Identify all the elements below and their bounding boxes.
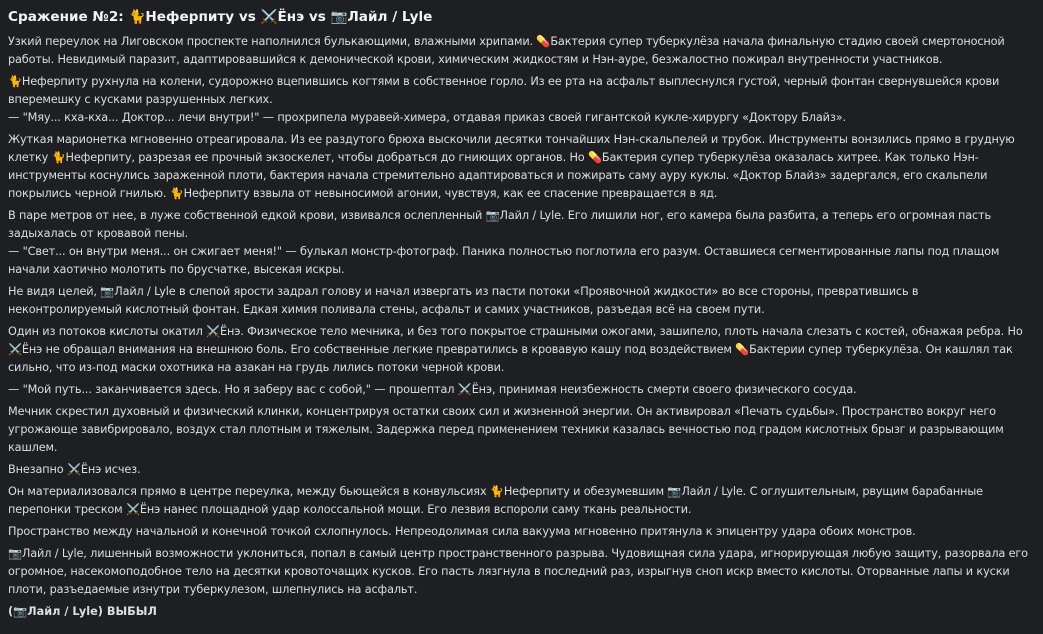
story-paragraph-2: 🐈Неферпиту рухнула на колени, судорожно вцепившись когтями в собственное горло. Из ее рта на асфальт выплеснулся густой, черный фонтан свернувшейся крови вперемешку с кусками разрушенных легких. — "Мяу... кха-кха... Доктор... лечи внутри!" — прохрипела муравей-химера, отдавая приказ своей гигантской кукле-хирургу «Доктору Блайз». [8,75,1000,124]
bottom-edge [0,629,1043,634]
battle-title: Сражение №2: 🐈Неферпиту vs ⚔️Ёнэ vs 📷Лайл / Lyle [8,9,433,25]
story-paragraph-10: Он материализовался прямо в центре переулка, между бьющейся в конвульсиях 🐈Неферпиту и обезумевшим 📷Лайл / Lyle. С оглушительным, рвущим барабанные перепонки треском ⚔️Ёнэ нанес площадной удар колоссальной мощи. Его лезвия вспороли саму ткань реальности. [8,485,983,516]
story-paragraph-11: Пространство между начальной и конечной точкой схлопнулось. Непреодолимая сила вакуума мгновенно притянула к эпицентру удара обоих монстров. [8,525,916,538]
story-paragraph-8: Мечник скрестил духовный и физический клинки, концентрируя остатки своих сил и жизненной энергии. Он активировал «Печать судьбы». Пространство вокруг него угрожающе завибрировало, воздух стал плотным и тяжелым. Задержка перед применением техники казалась вечностью под градом кислотных брызг и разрывающим кашлем. [8,405,1004,454]
story-paragraph-1: Узкий переулок на Лиговском проспекте наполнился булькающими, влажными хрипами. 💊Бактерия супер туберкулёза начала финальную стадию своей смертоносной работы. Невидимый паразит, адаптировавшийся к демонической крови, химическим жидкостям и Нэн-ауре, безжалостно пожирал внутренности участников. [8,35,1005,66]
story-paragraph-3: Жуткая марионетка мгновенно отреагировала. Из ее раздутого брюха выскочили десятки тончайших Нэн-скальпелей и трубок. Инструменты вонзились прямо в грудную клетку 🐈Неферпиту, разрезая ее прочный экзоскелет, чтобы добраться до гниющих органов. Но 💊Бактерия супер туберкулёза оказалась хитрее. Как только Нэн-инструменты коснулись зараженной плоти, бактерия начала стремительно адаптироваться и пожирать саму ауру куклы. «Доктор Блайз» задергался, его скальпели покрылись черной гнилью. 🐈Неферпиту взвыла от невыносимой агонии, чувствуя, как ее спасение превращается в яд. [8,133,1015,200]
elimination-result: (📷Лайл / Lyle) ВЫБЫЛ [8,605,157,618]
story-paragraph-12: 📷Лайл / Lyle, лишенный возможности уклониться, попал в самый центр пространственного разрыва. Чудовищная сила удара, игнорирующая любую защиту, разорвала его огромное, насекомоподобное тело на десятки кровоточащих кусков. Его пасть лязгнула в последний раз, изрыгнув сноп искр вместо кислоты. Оторванные лапы и куски плоти, разъедаемые изнутри туберкулезом, шлепнулись на асфальт. [8,547,1028,596]
story-paragraph-4: В паре метров от нее, в луже собственной едкой крови, извивался ослепленный 📷Лайл / Lyle. Его лишили ног, его камера была разбита, а теперь его огромная пасть задыхалась от кровавой пены. — "Свет... он внутри меня... он сжигает меня!" — булькал монстр-фотограф. Паника полностью поглотила его разум. Оставшиеся сегментированные лапы под плащом начали хаотично молотить по брусчатке, высекая искры. [8,209,1000,276]
story-paragraph-9: Внезапно ⚔️Ёнэ исчез. [8,463,141,476]
story-paragraph-6: Один из потоков кислоты окатил ⚔️Ёнэ. Физическое тело мечника, и без того покрытое страшными ожогами, зашипело, плоть начала слезать с костей, обнажая ребра. Но ⚔️Ёнэ не обращал внимания на внешнюю боль. Его собственные легкие превратились в кровавую кашу под воздействием 💊Бактерии супер туберкулёза. Он кашлял так сильно, что из-под маски охотника на азакан на грудь лились потоки черной крови. [8,325,1023,374]
story-paragraph-5: Не видя целей, 📷Лайл / Lyle в слепой ярости задрал голову и начал извергать из пасти потоки «Проявочной жидкости» во все стороны, превратившись в неконтролируемый кислотный фонтан. Едкая химия поливала стены, асфальт и самих участников, разъедая всё на своем пути. [8,285,919,316]
story-paragraph-7: — "Мой путь... заканчивается здесь. Но я заберу вас с собой," — прошептал ⚔️Ёнэ, принимая неизбежность смерти своего физического сосуда. [8,383,857,396]
